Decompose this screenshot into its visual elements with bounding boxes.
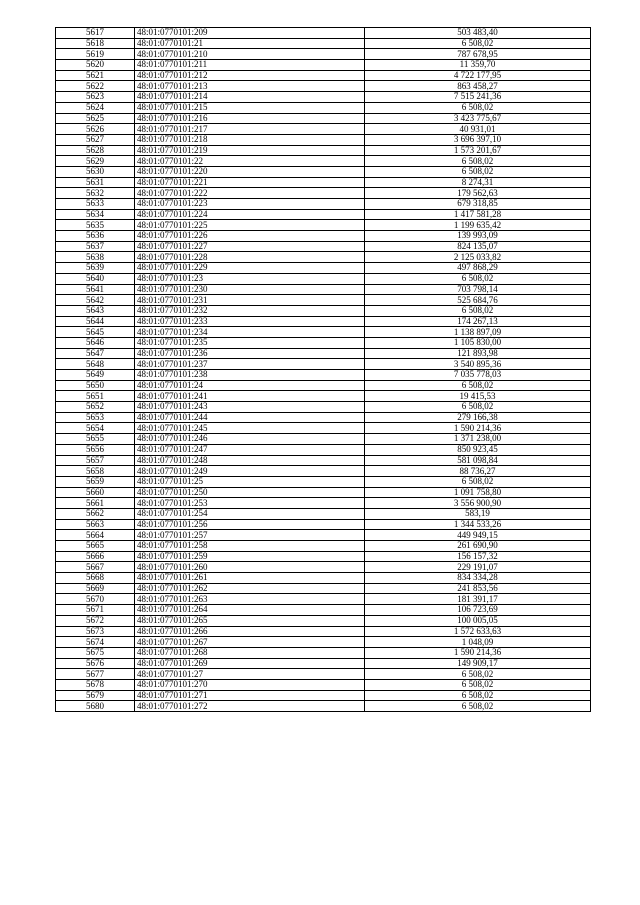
value-cell: 1 048,09 (365, 637, 591, 648)
table-row (56, 679, 591, 690)
row-number-cell: 5669 (56, 583, 135, 594)
row-number-cell: 5637 (56, 241, 135, 252)
row-number-cell: 5660 (56, 487, 135, 498)
cadastral-number-cell: 48:01:0770101:241 (135, 391, 365, 402)
value-cell: 1 371 238,00 (365, 434, 591, 445)
value-cell: 1 105 830,00 (365, 337, 591, 348)
row-number-cell: 5634 (56, 209, 135, 220)
value-cell: 1 199 635,42 (365, 220, 591, 231)
cadastral-number-cell: 48:01:0770101:270 (135, 679, 365, 690)
cadastral-number-cell: 48:01:0770101:249 (135, 466, 365, 477)
row-number-cell: 5662 (56, 508, 135, 519)
cadastral-number-cell: 48:01:0770101:215 (135, 102, 365, 113)
table-row (56, 669, 591, 680)
value-cell: 106 723,69 (365, 605, 591, 616)
table-row (56, 92, 591, 103)
table-row (56, 199, 591, 210)
value-cell: 787 678,95 (365, 49, 591, 60)
value-cell: 279 166,38 (365, 412, 591, 423)
table-row (56, 573, 591, 584)
table-row (56, 134, 591, 145)
table-row (56, 177, 591, 188)
cadastral-number-cell: 48:01:0770101:25 (135, 476, 365, 487)
cadastral-number-cell: 48:01:0770101:256 (135, 519, 365, 530)
row-number-cell: 5648 (56, 359, 135, 370)
value-cell: 241 853,56 (365, 583, 591, 594)
row-number-cell: 5619 (56, 49, 135, 60)
value-cell: 181 391,17 (365, 594, 591, 605)
cadastral-number-cell: 48:01:0770101:236 (135, 348, 365, 359)
row-number-cell: 5617 (56, 28, 135, 39)
cadastral-number-cell: 48:01:0770101:226 (135, 231, 365, 242)
value-cell: 3 556 900,90 (365, 498, 591, 509)
cadastral-number-cell: 48:01:0770101:260 (135, 562, 365, 573)
row-number-cell: 5663 (56, 519, 135, 530)
value-cell: 149 909,17 (365, 658, 591, 669)
value-cell: 174 267,13 (365, 316, 591, 327)
value-cell: 1 590 214,36 (365, 423, 591, 434)
cadastral-number-cell: 48:01:0770101:269 (135, 658, 365, 669)
row-number-cell: 5622 (56, 81, 135, 92)
value-cell: 1 572 633,63 (365, 626, 591, 637)
cadastral-number-cell: 48:01:0770101:210 (135, 49, 365, 60)
cadastral-number-cell: 48:01:0770101:231 (135, 295, 365, 306)
value-cell: 4 722 177,95 (365, 70, 591, 81)
cadastral-number-cell: 48:01:0770101:264 (135, 605, 365, 616)
cadastral-number-cell: 48:01:0770101:244 (135, 412, 365, 423)
table-row (56, 273, 591, 284)
cadastral-number-cell: 48:01:0770101:212 (135, 70, 365, 81)
table-row (56, 647, 591, 658)
table-row (56, 38, 591, 49)
cadastral-number-cell: 48:01:0770101:213 (135, 81, 365, 92)
cadastral-number-cell: 48:01:0770101:220 (135, 166, 365, 177)
value-cell: 3 423 775,67 (365, 113, 591, 124)
cadastral-number-cell: 48:01:0770101:254 (135, 508, 365, 519)
cadastral-number-cell: 48:01:0770101:259 (135, 551, 365, 562)
cadastral-number-cell: 48:01:0770101:245 (135, 423, 365, 434)
table-row (56, 637, 591, 648)
value-cell: 1 573 201,67 (365, 145, 591, 156)
row-number-cell: 5620 (56, 60, 135, 71)
table-row (56, 412, 591, 423)
row-number-cell: 5631 (56, 177, 135, 188)
table-row (56, 124, 591, 135)
cadastral-number-cell: 48:01:0770101:211 (135, 60, 365, 71)
row-number-cell: 5621 (56, 70, 135, 81)
row-number-cell: 5673 (56, 626, 135, 637)
cadastral-number-cell: 48:01:0770101:217 (135, 124, 365, 135)
table-row (56, 594, 591, 605)
value-cell: 6 508,02 (365, 669, 591, 680)
cadastral-number-cell: 48:01:0770101:228 (135, 252, 365, 263)
value-cell: 6 508,02 (365, 476, 591, 487)
cadastral-number-cell: 48:01:0770101:246 (135, 434, 365, 445)
value-cell: 2 125 033,82 (365, 252, 591, 263)
cadastral-number-cell: 48:01:0770101:234 (135, 327, 365, 338)
row-number-cell: 5639 (56, 263, 135, 274)
table-row (56, 348, 591, 359)
cadastral-number-cell: 48:01:0770101:267 (135, 637, 365, 648)
value-cell: 525 684,76 (365, 295, 591, 306)
table-row (56, 541, 591, 552)
table-row (56, 626, 591, 637)
table-row (56, 359, 591, 370)
cadastral-number-cell: 48:01:0770101:232 (135, 305, 365, 316)
row-number-cell: 5674 (56, 637, 135, 648)
value-cell: 583,19 (365, 508, 591, 519)
cadastral-number-cell: 48:01:0770101:238 (135, 370, 365, 381)
cadastral-number-cell: 48:01:0770101:248 (135, 455, 365, 466)
row-number-cell: 5647 (56, 348, 135, 359)
row-number-cell: 5635 (56, 220, 135, 231)
value-cell: 850 923,45 (365, 444, 591, 455)
cadastral-number-cell: 48:01:0770101:261 (135, 573, 365, 584)
cadastral-number-cell: 48:01:0770101:225 (135, 220, 365, 231)
table-row (56, 316, 591, 327)
table-row (56, 327, 591, 338)
table-row (56, 466, 591, 477)
cadastral-number-cell: 48:01:0770101:268 (135, 647, 365, 658)
row-number-cell: 5643 (56, 305, 135, 316)
row-number-cell: 5630 (56, 166, 135, 177)
value-cell: 6 508,02 (365, 156, 591, 167)
row-number-cell: 5654 (56, 423, 135, 434)
row-number-cell: 5623 (56, 92, 135, 103)
row-number-cell: 5629 (56, 156, 135, 167)
row-number-cell: 5678 (56, 679, 135, 690)
value-cell: 3 540 895,36 (365, 359, 591, 370)
value-cell: 6 508,02 (365, 402, 591, 413)
table-row (56, 241, 591, 252)
cadastral-number-cell: 48:01:0770101:258 (135, 541, 365, 552)
value-cell: 679 318,85 (365, 199, 591, 210)
value-cell: 6 508,02 (365, 38, 591, 49)
value-cell: 19 415,53 (365, 391, 591, 402)
cadastral-number-cell: 48:01:0770101:222 (135, 188, 365, 199)
row-number-cell: 5624 (56, 102, 135, 113)
value-cell: 863 458,27 (365, 81, 591, 92)
value-cell: 139 993,09 (365, 231, 591, 242)
value-cell: 121 893,98 (365, 348, 591, 359)
row-number-cell: 5664 (56, 530, 135, 541)
cadastral-number-cell: 48:01:0770101:224 (135, 209, 365, 220)
table-row (56, 284, 591, 295)
table-row (56, 166, 591, 177)
cadastral-number-cell: 48:01:0770101:214 (135, 92, 365, 103)
value-cell: 7 515 241,36 (365, 92, 591, 103)
value-cell: 3 696 397,10 (365, 134, 591, 145)
row-number-cell: 5667 (56, 562, 135, 573)
value-cell: 1 344 533,26 (365, 519, 591, 530)
cadastral-number-cell: 48:01:0770101:22 (135, 156, 365, 167)
cadastral-number-cell: 48:01:0770101:219 (135, 145, 365, 156)
cadastral-number-cell: 48:01:0770101:221 (135, 177, 365, 188)
cadastral-number-cell: 48:01:0770101:223 (135, 199, 365, 210)
value-cell: 8 274,31 (365, 177, 591, 188)
cadastral-number-cell: 48:01:0770101:209 (135, 28, 365, 39)
row-number-cell: 5652 (56, 402, 135, 413)
table-row (56, 391, 591, 402)
table-row (56, 305, 591, 316)
row-number-cell: 5675 (56, 647, 135, 658)
table-row (56, 562, 591, 573)
table-row (56, 337, 591, 348)
value-cell: 6 508,02 (365, 679, 591, 690)
cadastral-number-cell: 48:01:0770101:253 (135, 498, 365, 509)
value-cell: 703 798,14 (365, 284, 591, 295)
value-cell: 7 035 778,03 (365, 370, 591, 381)
row-number-cell: 5677 (56, 669, 135, 680)
cadastral-number-cell: 48:01:0770101:257 (135, 530, 365, 541)
table-row (56, 434, 591, 445)
row-number-cell: 5666 (56, 551, 135, 562)
cadastral-number-cell: 48:01:0770101:216 (135, 113, 365, 124)
row-number-cell: 5679 (56, 690, 135, 701)
table-row (56, 658, 591, 669)
row-number-cell: 5653 (56, 412, 135, 423)
table-row (56, 402, 591, 413)
value-cell: 1 138 897,09 (365, 327, 591, 338)
value-cell: 6 508,02 (365, 102, 591, 113)
table-row (56, 605, 591, 616)
cadastral-number-cell: 48:01:0770101:243 (135, 402, 365, 413)
cadastral-number-cell: 48:01:0770101:229 (135, 263, 365, 274)
table-row (56, 28, 591, 39)
row-number-cell: 5627 (56, 134, 135, 145)
table-row (56, 70, 591, 81)
cadastral-number-cell: 48:01:0770101:23 (135, 273, 365, 284)
row-number-cell: 5656 (56, 444, 135, 455)
value-cell: 179 562,63 (365, 188, 591, 199)
row-number-cell: 5672 (56, 615, 135, 626)
table-row (56, 380, 591, 391)
value-cell: 497 868,29 (365, 263, 591, 274)
table-row (56, 583, 591, 594)
table-row (56, 498, 591, 509)
cadastral-number-cell: 48:01:0770101:24 (135, 380, 365, 391)
table-row (56, 295, 591, 306)
table-row (56, 690, 591, 701)
cadastral-number-cell: 48:01:0770101:271 (135, 690, 365, 701)
row-number-cell: 5618 (56, 38, 135, 49)
table-row (56, 508, 591, 519)
row-number-cell: 5644 (56, 316, 135, 327)
value-cell: 449 949,15 (365, 530, 591, 541)
row-number-cell: 5657 (56, 455, 135, 466)
value-cell: 40 931,01 (365, 124, 591, 135)
cadastral-number-cell: 48:01:0770101:247 (135, 444, 365, 455)
row-number-cell: 5633 (56, 199, 135, 210)
value-cell: 6 508,02 (365, 701, 591, 712)
row-number-cell: 5626 (56, 124, 135, 135)
value-cell: 229 191,07 (365, 562, 591, 573)
value-cell: 6 508,02 (365, 380, 591, 391)
table-row (56, 551, 591, 562)
table-body (56, 28, 591, 712)
cadastral-number-cell: 48:01:0770101:237 (135, 359, 365, 370)
value-cell: 100 005,05 (365, 615, 591, 626)
row-number-cell: 5659 (56, 476, 135, 487)
table-row (56, 252, 591, 263)
table-row (56, 231, 591, 242)
value-cell: 503 483,40 (365, 28, 591, 39)
value-cell: 1 590 214,36 (365, 647, 591, 658)
row-number-cell: 5632 (56, 188, 135, 199)
table-row (56, 220, 591, 231)
table-row (56, 263, 591, 274)
row-number-cell: 5645 (56, 327, 135, 338)
cadastral-number-cell: 48:01:0770101:265 (135, 615, 365, 626)
row-number-cell: 5671 (56, 605, 135, 616)
row-number-cell: 5655 (56, 434, 135, 445)
row-number-cell: 5640 (56, 273, 135, 284)
row-number-cell: 5658 (56, 466, 135, 477)
table-row (56, 487, 591, 498)
table-row (56, 423, 591, 434)
table-row (56, 102, 591, 113)
value-cell: 1 417 581,28 (365, 209, 591, 220)
row-number-cell: 5668 (56, 573, 135, 584)
cadastral-number-cell: 48:01:0770101:272 (135, 701, 365, 712)
table-row (56, 188, 591, 199)
row-number-cell: 5625 (56, 113, 135, 124)
cadastral-number-cell: 48:01:0770101:235 (135, 337, 365, 348)
table-row (56, 615, 591, 626)
table-row (56, 701, 591, 712)
cadastral-number-cell: 48:01:0770101:233 (135, 316, 365, 327)
value-cell: 11 359,70 (365, 60, 591, 71)
row-number-cell: 5641 (56, 284, 135, 295)
row-number-cell: 5649 (56, 370, 135, 381)
cadastral-number-cell: 48:01:0770101:262 (135, 583, 365, 594)
value-cell: 834 334,28 (365, 573, 591, 584)
row-number-cell: 5646 (56, 337, 135, 348)
table-row (56, 113, 591, 124)
row-number-cell: 5650 (56, 380, 135, 391)
row-number-cell: 5636 (56, 231, 135, 242)
cadastral-number-cell: 48:01:0770101:266 (135, 626, 365, 637)
value-cell: 261 690,90 (365, 541, 591, 552)
value-cell: 156 157,32 (365, 551, 591, 562)
cadastral-number-cell: 48:01:0770101:263 (135, 594, 365, 605)
cadastral-value-table (55, 27, 591, 712)
cadastral-number-cell: 48:01:0770101:218 (135, 134, 365, 145)
table-row (56, 519, 591, 530)
table-row (56, 209, 591, 220)
table-row (56, 370, 591, 381)
value-cell: 824 135,07 (365, 241, 591, 252)
value-cell: 6 508,02 (365, 690, 591, 701)
cadastral-number-cell: 48:01:0770101:27 (135, 669, 365, 680)
table-row (56, 145, 591, 156)
cadastral-number-cell: 48:01:0770101:250 (135, 487, 365, 498)
value-cell: 6 508,02 (365, 273, 591, 284)
row-number-cell: 5680 (56, 701, 135, 712)
value-cell: 1 091 758,80 (365, 487, 591, 498)
cadastral-number-cell: 48:01:0770101:227 (135, 241, 365, 252)
table-row (56, 49, 591, 60)
table-row (56, 60, 591, 71)
row-number-cell: 5651 (56, 391, 135, 402)
value-cell: 581 098,84 (365, 455, 591, 466)
table-row (56, 476, 591, 487)
row-number-cell: 5642 (56, 295, 135, 306)
cadastral-number-cell: 48:01:0770101:21 (135, 38, 365, 49)
row-number-cell: 5676 (56, 658, 135, 669)
table-row (56, 455, 591, 466)
row-number-cell: 5665 (56, 541, 135, 552)
value-cell: 88 736,27 (365, 466, 591, 477)
value-cell: 6 508,02 (365, 305, 591, 316)
table-row (56, 530, 591, 541)
table-row (56, 156, 591, 167)
row-number-cell: 5670 (56, 594, 135, 605)
row-number-cell: 5661 (56, 498, 135, 509)
cadastral-number-cell: 48:01:0770101:230 (135, 284, 365, 295)
table-row (56, 81, 591, 92)
row-number-cell: 5638 (56, 252, 135, 263)
value-cell: 6 508,02 (365, 166, 591, 177)
table-row (56, 444, 591, 455)
row-number-cell: 5628 (56, 145, 135, 156)
